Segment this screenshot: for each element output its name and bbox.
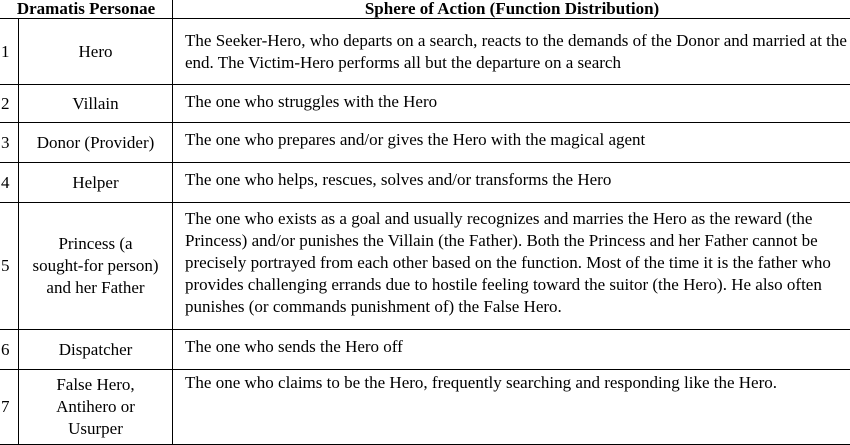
table-row: [0, 163, 850, 203]
role-function: The one who prepares and/or gives the Hero with the magical agent: [173, 123, 850, 163]
table-row: [0, 19, 850, 85]
table-row: [0, 203, 850, 330]
role-name: Dispatcher: [19, 330, 173, 370]
row-number: 2: [0, 85, 19, 123]
row-number: 7: [0, 370, 19, 445]
role-name: Villain: [19, 85, 173, 123]
table-row: [0, 123, 850, 163]
row-number: 6: [0, 330, 19, 370]
role-name: Donor (Provider): [19, 123, 173, 163]
role-function: The one who struggles with the Hero: [173, 85, 850, 123]
role-name: Hero: [19, 19, 173, 85]
header-dramatis-personae: Dramatis Personae: [0, 0, 173, 19]
row-number: 4: [0, 163, 19, 203]
table-row: [0, 370, 850, 445]
role-name: Princess (a sought-for person) and her Father: [19, 203, 173, 330]
role-function: The one who sends the Hero off: [173, 330, 850, 370]
table-row: [0, 330, 850, 370]
role-function: The one who claims to be the Hero, frequently searching and responding like the Hero.: [173, 370, 850, 445]
header-row: [0, 0, 850, 19]
row-number: 1: [0, 19, 19, 85]
row-number: 5: [0, 203, 19, 330]
role-function: The one who helps, rescues, solves and/or transforms the Hero: [173, 163, 850, 203]
role-name: False Hero, Antihero or Usurper: [19, 370, 173, 445]
role-function: The Seeker-Hero, who departs on a search, reacts to the demands of the Donor and married at the end. The Victim-Hero performs all but the departure on a search: [173, 19, 850, 85]
role-function: The one who exists as a goal and usually recognizes and marries the Hero as the reward (the Princess) and/or punishes the Villain (the Father). Both the Princess and her Father cannot be precisely portrayed from each other based on the function. Most of the time it is the father who provides challenging errands due to hostile feeling toward the suitor (the Hero). He also often punishes (or commands punishment of) the False Hero.: [173, 203, 850, 330]
table-row: [0, 85, 850, 123]
row-number: 3: [0, 123, 19, 163]
role-name: Helper: [19, 163, 173, 203]
header-sphere-of-action: Sphere of Action (Function Distribution): [173, 0, 850, 19]
